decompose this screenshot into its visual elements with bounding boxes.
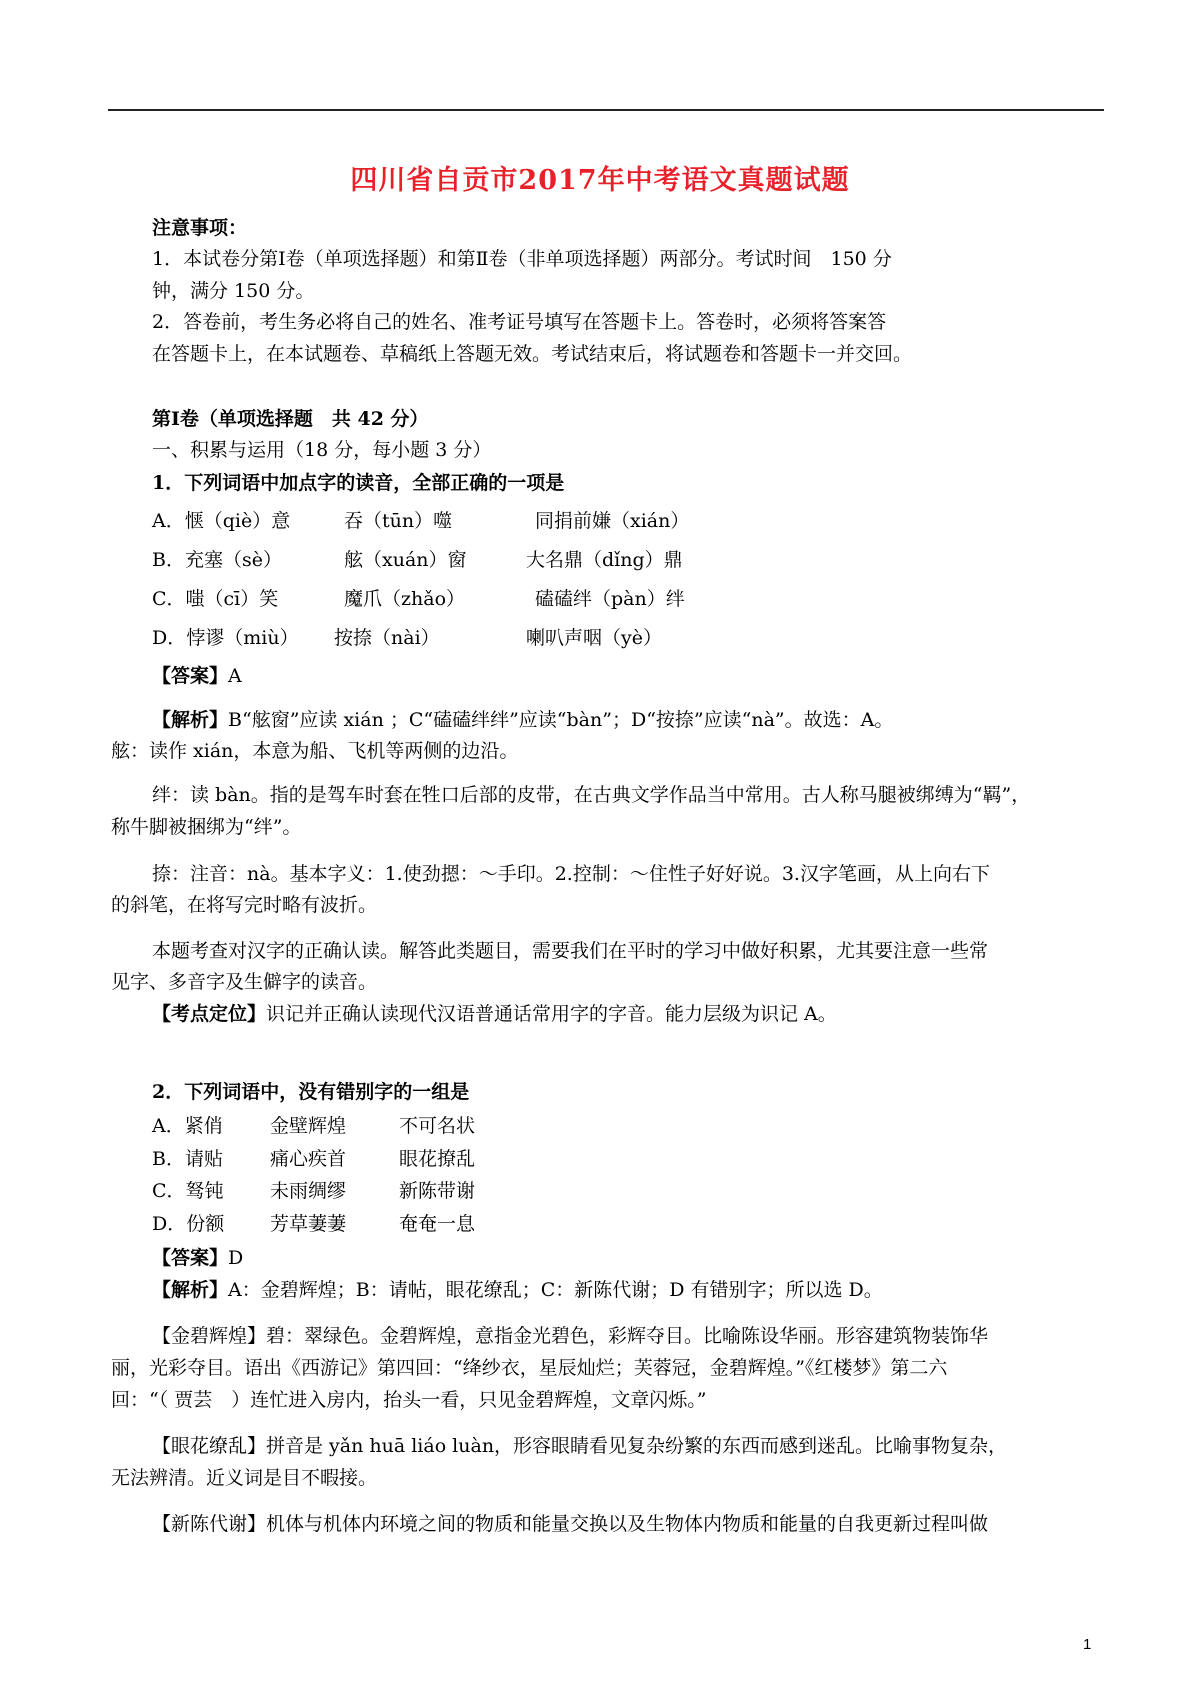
q1-note-2b: 称牛脚被捆绑为“绊”。: [111, 816, 302, 838]
q2-option-cell: A．紧俏: [152, 1115, 223, 1137]
q1-note-4b: 见字、多音字及生僻字的读音。: [111, 971, 378, 993]
q1-option-cell: 喇叭声咽（yè）: [526, 627, 662, 649]
q1-option-cell: 吞（tūn）噬: [344, 510, 453, 532]
q1-option-cell: C．嗤（cī）笑: [152, 588, 279, 610]
q1-option-cell: B．充塞（sè）: [152, 549, 282, 571]
notice-line-3: 2．答卷前，考生务必将自己的姓名、准考证号填写在答题卡上。答卷时，必须将答案答: [152, 311, 887, 333]
q1-option-cell: D．悖谬（miù）: [152, 627, 299, 649]
q1-stem: 1．下列词语中加点字的读音，全部正确的一项是: [152, 472, 565, 494]
q1-analysis: [152, 706, 893, 734]
q2-option-cell: 新陈带谢: [399, 1180, 476, 1202]
q1-option-cell: A．惬（qiè）意: [152, 510, 291, 532]
kaodian-text: 识记并正确认读现代汉语普通话常用字的字音。能力层级为识记 A。: [266, 1003, 837, 1025]
q2-option-cell: 眼花撩乱: [399, 1148, 476, 1170]
analysis-label: 【解析】: [152, 1279, 229, 1301]
q2-option-cell: 金壁辉煌: [270, 1115, 347, 1137]
section-subheading: 一、积累与运用（18 分，每小题 3 分）: [152, 439, 492, 461]
q2-option-cell: B．请贴: [152, 1148, 223, 1170]
analysis-label: 【解析】: [152, 709, 229, 731]
q2-option-cell: D．份额: [152, 1213, 225, 1235]
notice-heading: 注意事项：: [152, 217, 248, 239]
q1-note-2a: 绊：读 bàn。指的是驾车时套在牲口后部的皮带，在古典文学作品当中常用。古人称马腿被绑缚为“羁”，: [152, 784, 1031, 806]
q2-para-3a: 【新陈代谢】机体与机体内环境之间的物质和能量交换以及生物体内物质和能量的自我更新过程叫做: [152, 1513, 989, 1535]
document-title: 四川省自贡市2017年中考语文真题试题: [350, 165, 850, 196]
q2-para-1c: 回：“（ 贾芸 ）连忙进入房内，抬头一看，只见金碧辉煌，文章闪烁。”: [111, 1389, 707, 1411]
answer-label: 【答案】: [152, 1247, 229, 1269]
answer-value: A: [228, 665, 242, 687]
q2-para-2a: 【眼花缭乱】拼音是 yǎn huā liáo luàn，形容眼睛看见复杂纷繁的东西而感到迷乱。比喻事物复杂，: [152, 1435, 1008, 1457]
q1-option-cell: 舷（xuán）窗: [344, 549, 467, 571]
analysis-text: B“舷窗”应读 xián ；C“磕磕绊绊”应读“bàn”；D“按捺”应读“nà”。故选：A。: [228, 709, 894, 731]
q2-option-cell: 未雨绸缪: [270, 1180, 347, 1202]
q1-option-cell: 同捐前嫌（xián）: [535, 510, 690, 532]
answer-label: 【答案】: [152, 665, 229, 687]
q2-analysis: [152, 1276, 883, 1304]
q1-option-cell: 磕磕绊（pàn）绊: [535, 588, 685, 610]
answer-value: D: [228, 1247, 244, 1269]
kaodian-label: 【考点定位】: [152, 1003, 267, 1025]
q1-note-3b: 的斜笔，在将写完时略有波折。: [111, 894, 378, 916]
q1-note-4a: 本题考查对汉字的正确认读。解答此类题目，需要我们在平时的学习中做好积累，尤其要注意一些常: [152, 940, 989, 962]
q1-kaodian: [152, 1000, 837, 1028]
notice-line-1: 1．本试卷分第Ⅰ卷（单项选择题）和第Ⅱ卷（非单项选择题）两部分。考试时间 150 分: [152, 248, 892, 270]
q1-option-cell: 按捺（nài）: [334, 627, 440, 649]
section-heading: 第Ⅰ卷（单项选择题 共 42 分）: [152, 408, 429, 430]
q2-option-cell: C．驽钝: [152, 1180, 224, 1202]
q2-option-cell: 痛心疾首: [270, 1148, 347, 1170]
q2-para-2b: 无法辨清。近义词是目不暇接。: [111, 1467, 378, 1489]
q1-note-1: 舷：读作 xián，本意为船、飞机等两侧的边沿。: [111, 740, 519, 762]
notice-line-2: 钟，满分 150 分。: [152, 280, 315, 302]
q1-note-3a: 捺：注音：nà。基本字义：1.使劲摁：～手印。2.控制：～住性子好好说。3.汉字笔画，从上向右下: [152, 863, 990, 885]
q2-option-cell: 芳草萋萋: [270, 1213, 347, 1235]
q2-answer: [152, 1244, 243, 1272]
q2-option-cell: 奄奄一息: [399, 1213, 476, 1235]
header-rule: [108, 109, 1104, 111]
q1-answer: [152, 662, 242, 690]
q2-para-1b: 丽，光彩夺目。语出《西游记》第四回：“绛纱衣，星辰灿烂；芙蓉冠，金碧辉煌。”《红楼梦》第二六: [111, 1357, 948, 1379]
q1-option-cell: 大名鼎（dǐng）鼎: [526, 549, 683, 571]
notice-line-4: 在答题卡上，在本试题卷、草稿纸上答题无效。考试结束后，将试题卷和答题卡一并交回。: [152, 343, 913, 365]
q2-option-cell: 不可名状: [399, 1115, 476, 1137]
page-number: 1: [1083, 1636, 1092, 1653]
q1-option-cell: 魔爪（zhǎo）: [344, 588, 466, 610]
q2-para-1a: 【金碧辉煌】碧：翠绿色。金碧辉煌，意指金光碧色，彩辉夺目。比喻陈设华丽。形容建筑物装饰华: [152, 1325, 989, 1347]
analysis-text: A：金碧辉煌；B：请帖，眼花缭乱；C：新陈代谢；D 有错别字；所以选 D。: [228, 1279, 883, 1301]
q2-stem: 2．下列词语中，没有错别字的一组是: [152, 1081, 470, 1103]
